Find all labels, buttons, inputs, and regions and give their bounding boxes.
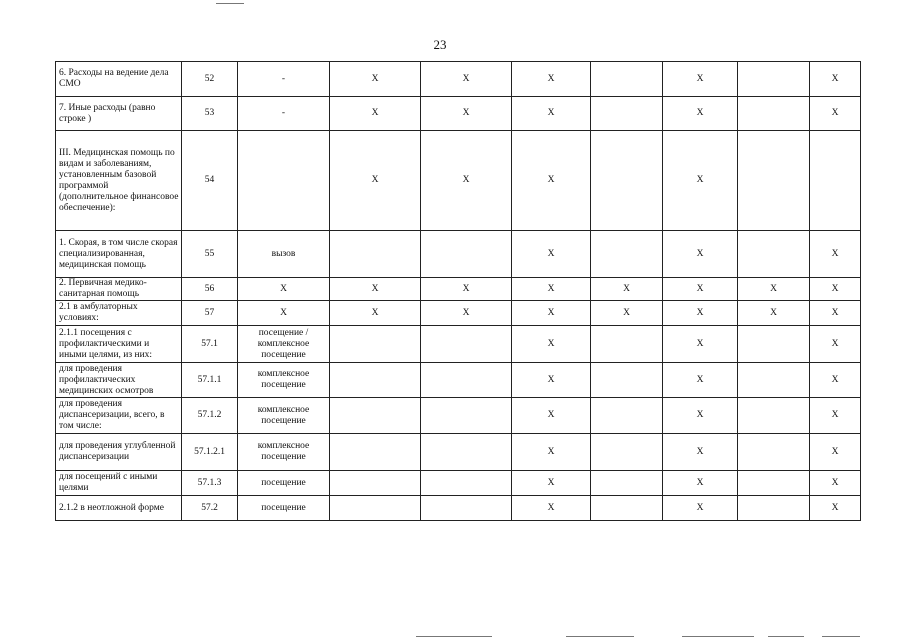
row-value-cell: [591, 398, 663, 434]
row-name: 2.1.1 посещения с профилактическими и иными целями, из них:: [56, 326, 182, 363]
row-value-cell: X: [512, 326, 591, 363]
row-value-cell: X: [810, 97, 861, 131]
row-unit: комплексное посещение: [238, 398, 330, 434]
scan-artifact-line: [822, 636, 860, 637]
row-name: 7. Иные расходы (равно строке ): [56, 97, 182, 131]
row-value-cell: X: [512, 434, 591, 471]
row-name: для посещений с иными целями: [56, 471, 182, 496]
row-name: 2.1.2 в неотложной форме: [56, 496, 182, 521]
row-value-cell: [421, 471, 512, 496]
page-number: 23: [433, 37, 447, 52]
scan-artifact-line: [566, 636, 634, 637]
table-row: [56, 363, 861, 398]
table-row: [56, 434, 861, 471]
row-value-cell: X: [663, 496, 738, 521]
row-value-cell: [330, 471, 421, 496]
row-value-cell: X: [663, 301, 738, 326]
row-number: 52: [182, 62, 238, 97]
row-value-cell: X: [810, 471, 861, 496]
row-value-cell: X: [663, 326, 738, 363]
row-value-cell: [330, 434, 421, 471]
row-value-cell: [421, 231, 512, 278]
row-number: 56: [182, 278, 238, 301]
scan-artifact-line: [682, 636, 754, 637]
row-value-cell: X: [810, 278, 861, 301]
table-row: [56, 131, 861, 231]
row-value-cell: X: [591, 301, 663, 326]
table-row: [56, 326, 861, 363]
table-row: [56, 496, 861, 521]
row-value-cell: X: [330, 97, 421, 131]
row-value-cell: [421, 326, 512, 363]
row-value-cell: X: [512, 97, 591, 131]
row-value-cell: X: [421, 278, 512, 301]
row-value-cell: X: [810, 301, 861, 326]
row-unit: посещение: [238, 471, 330, 496]
row-number: 57.1.2.1: [182, 434, 238, 471]
row-value-cell: [591, 97, 663, 131]
row-value-cell: [330, 326, 421, 363]
row-unit: [238, 131, 330, 231]
row-value-cell: X: [810, 434, 861, 471]
row-value-cell: [330, 398, 421, 434]
table-row: [56, 301, 861, 326]
row-value-cell: [421, 496, 512, 521]
row-value-cell: X: [591, 278, 663, 301]
row-value-cell: X: [330, 131, 421, 231]
row-value-cell: X: [512, 363, 591, 398]
table-row: [56, 97, 861, 131]
row-value-cell: X: [512, 231, 591, 278]
row-value-cell: [738, 231, 810, 278]
row-value-cell: X: [810, 62, 861, 97]
row-unit: -: [238, 97, 330, 131]
scan-artifact-line: [416, 636, 492, 637]
row-number: 57.1: [182, 326, 238, 363]
row-value-cell: X: [810, 231, 861, 278]
row-value-cell: [421, 363, 512, 398]
row-value-cell: X: [663, 231, 738, 278]
row-value-cell: X: [421, 97, 512, 131]
row-value-cell: X: [663, 62, 738, 97]
row-value-cell: X: [421, 62, 512, 97]
row-unit: -: [238, 62, 330, 97]
row-value-cell: [738, 496, 810, 521]
row-value-cell: X: [663, 398, 738, 434]
row-value-cell: [738, 363, 810, 398]
row-value-cell: X: [810, 398, 861, 434]
row-value-cell: [421, 398, 512, 434]
row-name: для проведения профилактических медицинских осмотров: [56, 363, 182, 398]
row-value-cell: [591, 131, 663, 231]
row-value-cell: [330, 363, 421, 398]
row-value-cell: [738, 131, 810, 231]
row-value-cell: X: [663, 363, 738, 398]
row-value-cell: X: [512, 131, 591, 231]
row-number: 57.1.3: [182, 471, 238, 496]
row-value-cell: X: [663, 278, 738, 301]
row-unit: посещение: [238, 496, 330, 521]
row-value-cell: [591, 434, 663, 471]
row-value-cell: [738, 434, 810, 471]
row-unit: X: [238, 278, 330, 301]
row-value-cell: X: [738, 278, 810, 301]
row-number: 55: [182, 231, 238, 278]
scan-artifact-line: [768, 636, 804, 637]
row-value-cell: X: [330, 62, 421, 97]
row-value-cell: [591, 471, 663, 496]
row-value-cell: X: [663, 471, 738, 496]
row-value-cell: X: [421, 131, 512, 231]
row-name: 1. Скорая, в том числе скорая специализированная, медицинская помощь: [56, 231, 182, 278]
row-value-cell: X: [663, 434, 738, 471]
row-value-cell: [591, 363, 663, 398]
row-unit: X: [238, 301, 330, 326]
row-number: 54: [182, 131, 238, 231]
row-name: III. Медицинская помощь по видам и заболеваниям, установленным базовой программой (дополнительное финансовое обеспечение):: [56, 131, 182, 231]
row-value-cell: X: [810, 363, 861, 398]
row-value-cell: [591, 326, 663, 363]
row-name: 2.1 в амбулаторных условиях:: [56, 301, 182, 326]
row-name: 6. Расходы на ведение дела СМО: [56, 62, 182, 97]
row-value-cell: X: [512, 301, 591, 326]
row-value-cell: X: [738, 301, 810, 326]
row-unit: вызов: [238, 231, 330, 278]
row-unit: комплексное посещение: [238, 434, 330, 471]
table-row: [56, 231, 861, 278]
row-number: 57: [182, 301, 238, 326]
row-value-cell: [330, 231, 421, 278]
row-value-cell: X: [512, 398, 591, 434]
row-value-cell: [738, 471, 810, 496]
row-value-cell: X: [512, 62, 591, 97]
row-value-cell: [591, 231, 663, 278]
row-unit: посещение / комплексное посещение: [238, 326, 330, 363]
row-value-cell: X: [810, 326, 861, 363]
row-value-cell: [738, 62, 810, 97]
table-row: [56, 278, 861, 301]
table-row: [56, 62, 861, 97]
table-row: [56, 471, 861, 496]
row-number: 53: [182, 97, 238, 131]
row-value-cell: X: [512, 471, 591, 496]
row-number: 57.2: [182, 496, 238, 521]
row-number: 57.1.2: [182, 398, 238, 434]
table-row: [56, 398, 861, 434]
row-value-cell: X: [330, 278, 421, 301]
row-name: для проведения углубленной диспансеризации: [56, 434, 182, 471]
row-value-cell: [591, 62, 663, 97]
row-value-cell: X: [330, 301, 421, 326]
row-value-cell: [738, 326, 810, 363]
row-unit: комплексное посещение: [238, 363, 330, 398]
row-value-cell: X: [512, 278, 591, 301]
row-value-cell: X: [810, 496, 861, 521]
row-name: 2. Первичная медико-санитарная помощь: [56, 278, 182, 301]
row-value-cell: [810, 131, 861, 231]
row-value-cell: [421, 434, 512, 471]
scan-artifact-line-top: [216, 3, 244, 4]
row-value-cell: X: [663, 131, 738, 231]
row-value-cell: [330, 496, 421, 521]
data-table: [55, 61, 861, 521]
row-value-cell: X: [512, 496, 591, 521]
row-value-cell: X: [421, 301, 512, 326]
row-value-cell: [738, 97, 810, 131]
row-name: для проведения диспансеризации, всего, в том числе:: [56, 398, 182, 434]
row-number: 57.1.1: [182, 363, 238, 398]
row-value-cell: [738, 398, 810, 434]
row-value-cell: [591, 496, 663, 521]
row-value-cell: X: [663, 97, 738, 131]
